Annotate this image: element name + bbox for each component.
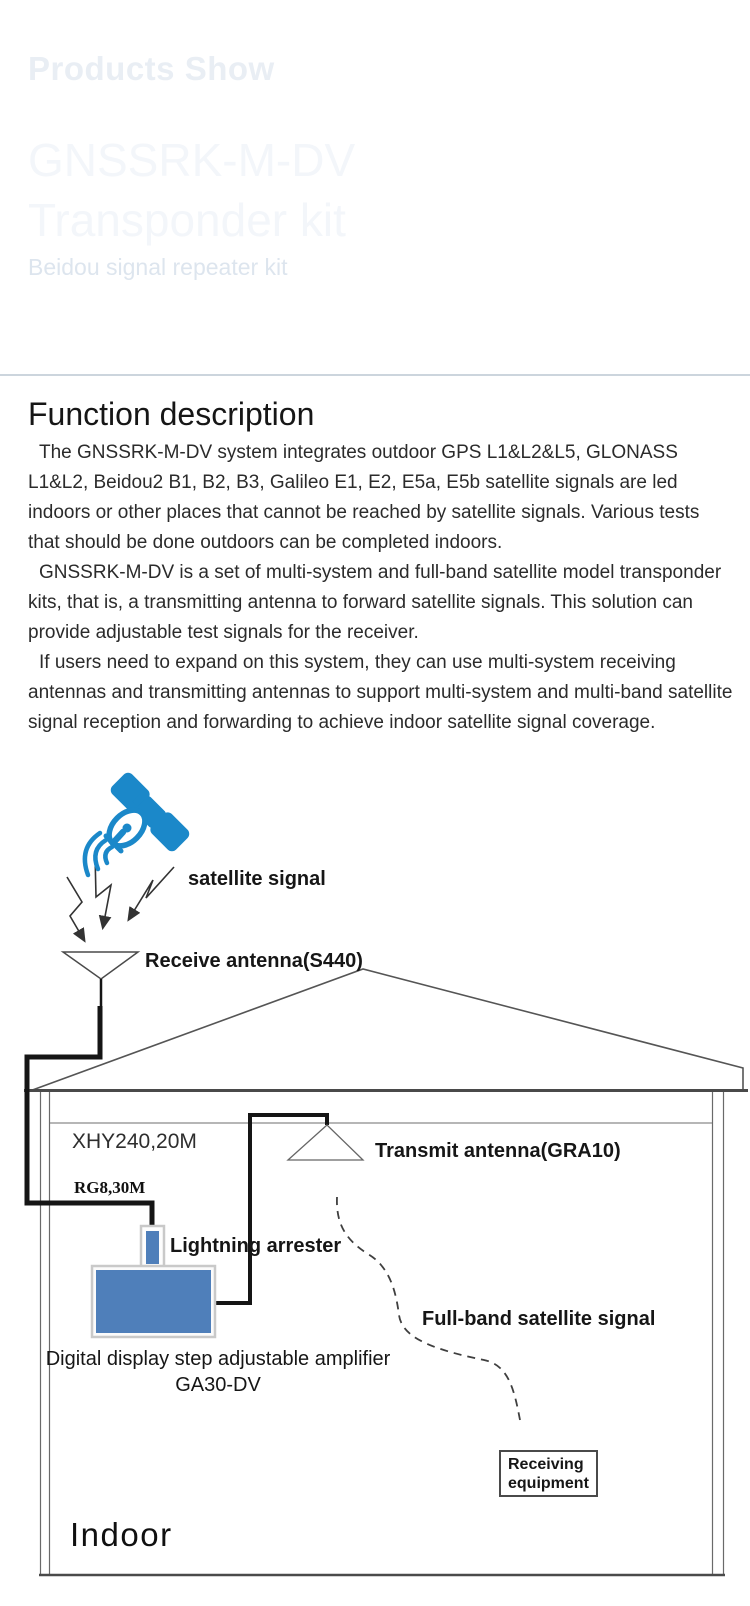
paragraph-3: If users need to expand on this system, they can use multi-system receiving antennas and transmitting antennas to support multi-system and multi-band satellite signal reception and forwarding to achieve indoor satellite signal coverage. bbox=[28, 652, 733, 733]
lightning-arrester-label: Lightning arrester bbox=[170, 1235, 342, 1257]
signal-arrows bbox=[67, 853, 174, 940]
amplifier-icon bbox=[92, 1266, 215, 1337]
amplifier-caption-line2: GA30-DV bbox=[175, 1374, 261, 1396]
amplifier-caption bbox=[38, 1346, 398, 1398]
roof-cable-label: XHY240,20M bbox=[72, 1130, 197, 1153]
transmit-antenna-icon bbox=[288, 1125, 363, 1160]
amplifier-caption-line1: Digital display step adjustable amplifier bbox=[45, 1348, 391, 1370]
lightning-arrester-icon bbox=[141, 1226, 164, 1269]
indoor-label: Indoor bbox=[70, 1516, 173, 1553]
full-band-signal-label: Full-band satellite signal bbox=[422, 1308, 656, 1330]
wall-cable-label: RG8,30M bbox=[74, 1178, 146, 1197]
hero-banner bbox=[0, 0, 750, 376]
satellite-icon bbox=[85, 770, 192, 875]
product-title-line2: Transponder kit bbox=[28, 194, 346, 246]
receiving-equipment-box: Receiving equipment bbox=[499, 1450, 598, 1497]
description-text bbox=[28, 438, 734, 738]
satellite-signal-label: satellite signal bbox=[188, 868, 326, 890]
paragraph-2: GNSSRK-M-DV is a set of multi-system and full-band satellite model transponder kits, that is, a transmitting antenna to forward satellite signals. This solution can provide adjustable test signals for the receiver. bbox=[28, 562, 722, 643]
paragraph-1: The GNSSRK-M-DV system integrates outdoor GPS L1&L2&L5, GLONASS L1&L2, Beidou2 B1, B2, B3, Galileo E1, E2, E5a, E5b satellite signals are led indoors or other places that cannot be reached by satellite signals. Various tests that should be done outdoors can be completed indoors. bbox=[28, 442, 700, 553]
receive-antenna-label: Receive antenna(S440) bbox=[145, 950, 363, 972]
product-title bbox=[28, 130, 355, 250]
hero-kicker: Products Show bbox=[28, 50, 275, 87]
dish-wave-arcs bbox=[85, 833, 112, 875]
system-diagram bbox=[0, 740, 750, 1606]
section-heading: Function description bbox=[28, 396, 315, 432]
product-title-line1: GNSSRK-M-DV bbox=[28, 134, 356, 186]
diagram-drawing bbox=[0, 740, 750, 1606]
receive-antenna-icon bbox=[63, 952, 138, 1007]
transmit-antenna-label: Transmit antenna(GRA10) bbox=[375, 1140, 621, 1162]
product-subtitle: Beidou signal repeater kit bbox=[28, 254, 288, 280]
